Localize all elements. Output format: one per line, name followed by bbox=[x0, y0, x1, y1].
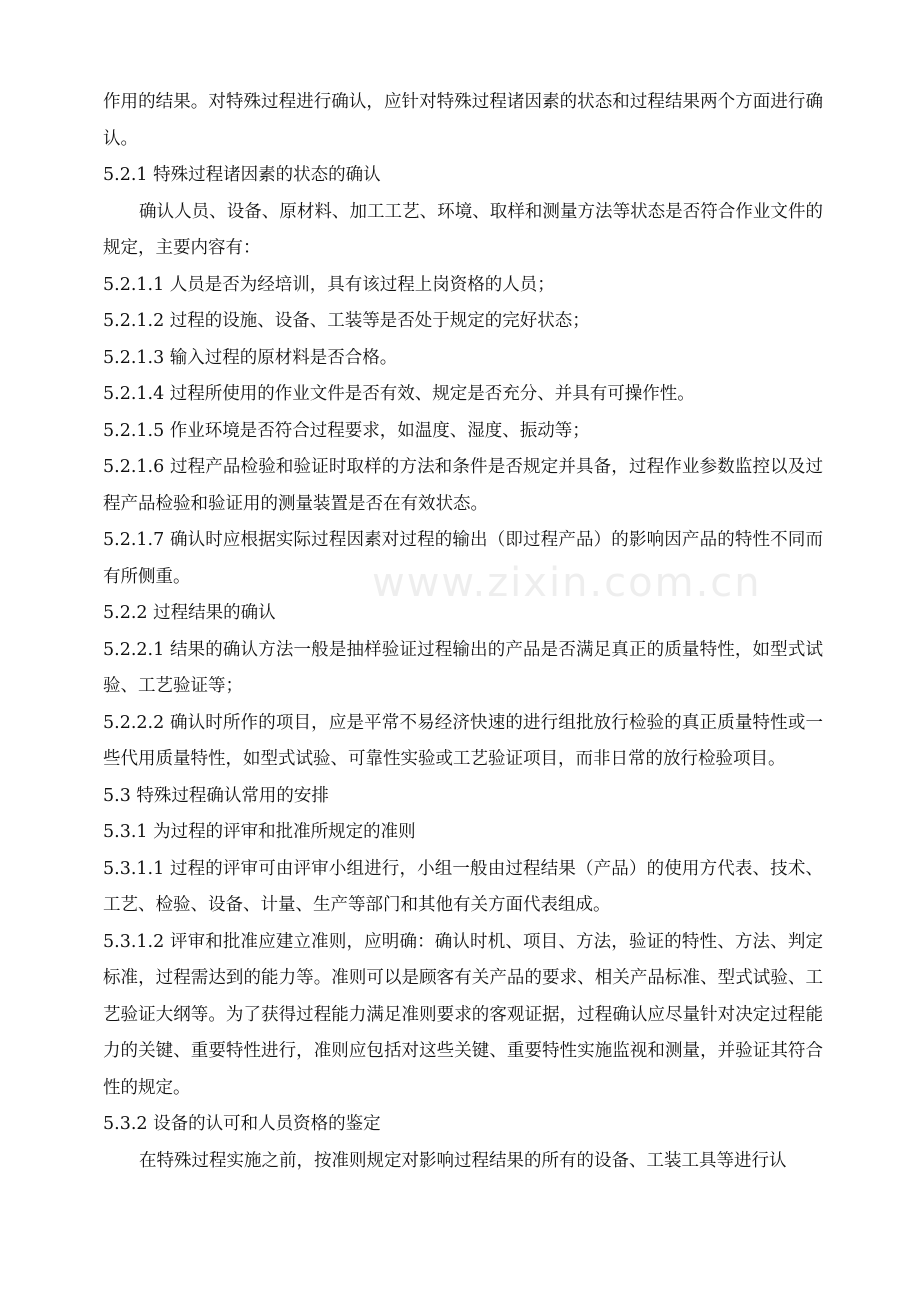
list-item: 5.2.1.2 过程的设施、设备、工装等是否处于规定的完好状态； bbox=[103, 311, 590, 331]
list-item: 5.3.1.2 评审和批准应建立准则，应明确：确认时机、项目、方法，验证的特性、方法、判定标准，过程需达到的能力等。准则可以是顾客有关产品的要求、相关产品标准、型式试验、工艺验证大纲等。为了获得过程能力满足准则要求的客观证据，过程确认应尽量针对决定过程能力的关键、重要特性进行，准则应包括对这些关键、重要特性实施监视和测量，并验证其符合性的规定。 bbox=[103, 931, 823, 1098]
list-item: 5.2.1.1 人员是否为经培训，具有该过程上岗资格的人员； bbox=[103, 274, 555, 295]
list-item: 5.3.1.1 过程的评审可由评审小组进行，小组一般由过程结果（产品）的使用方代表、技术、工艺、检验、设备、计量、生产等部门和其他有关方面代表组成。 bbox=[103, 858, 823, 915]
document-body bbox=[103, 84, 823, 1179]
section-heading-5-2-2: 5.2.2 过程结果的确认 bbox=[103, 603, 276, 623]
list-item: 5.2.2.2 确认时所作的项目，应是平常不易经济快速的进行组批放行检验的真正质量特性或一些代用质量特性，如型式试验、可靠性实验或工艺验证项目，而非日常的放行检验项目。 bbox=[103, 712, 823, 769]
section-heading-5-2-1: 5.2.1 特殊过程诸因素的状态的确认 bbox=[103, 165, 381, 185]
list-item: 5.2.1.6 过程产品检验和验证时取样的方法和条件是否规定并具备，过程作业参数监控以及过程产品检验和验证用的测量装置是否在有效状态。 bbox=[103, 457, 823, 514]
section-heading-5-3: 5.3 特殊过程确认常用的安排 bbox=[103, 785, 329, 806]
list-item: 5.2.1.7 确认时应根据实际过程因素对过程的输出（即过程产品）的影响因产品的特性不同而有所侧重。 bbox=[103, 530, 823, 587]
paragraph: 确认人员、设备、原材料、加工工艺、环境、取样和测量方法等状态是否符合作业文件的规定，主要内容有： bbox=[103, 201, 823, 258]
list-item: 5.2.2.1 结果的确认方法一般是抽样验证过程输出的产品是否满足真正的质量特性，如型式试验、工艺验证等； bbox=[103, 639, 823, 696]
list-item: 5.2.1.5 作业环境是否符合过程要求，如温度、湿度、振动等； bbox=[103, 420, 590, 441]
list-item: 5.2.1.3 输入过程的原材料是否合格。 bbox=[103, 347, 398, 368]
list-item: 5.2.1.4 过程所使用的作业文件是否有效、规定是否充分、并具有可操作性。 bbox=[103, 384, 695, 404]
paragraph: 在特殊过程实施之前，按准则规定对影响过程结果的所有的设备、工装工具等进行认 bbox=[139, 1150, 787, 1171]
section-heading-5-3-2: 5.3.2 设备的认可和人员资格的鉴定 bbox=[103, 1114, 381, 1134]
section-heading-5-3-1: 5.3.1 为过程的评审和批准所规定的准则 bbox=[103, 822, 416, 842]
paragraph: 作用的结果。对特殊过程进行确认，应针对特殊过程诸因素的状态和过程结果两个方面进行确认。 bbox=[103, 92, 823, 149]
watermark: www.zixin.com.cn bbox=[372, 560, 762, 606]
